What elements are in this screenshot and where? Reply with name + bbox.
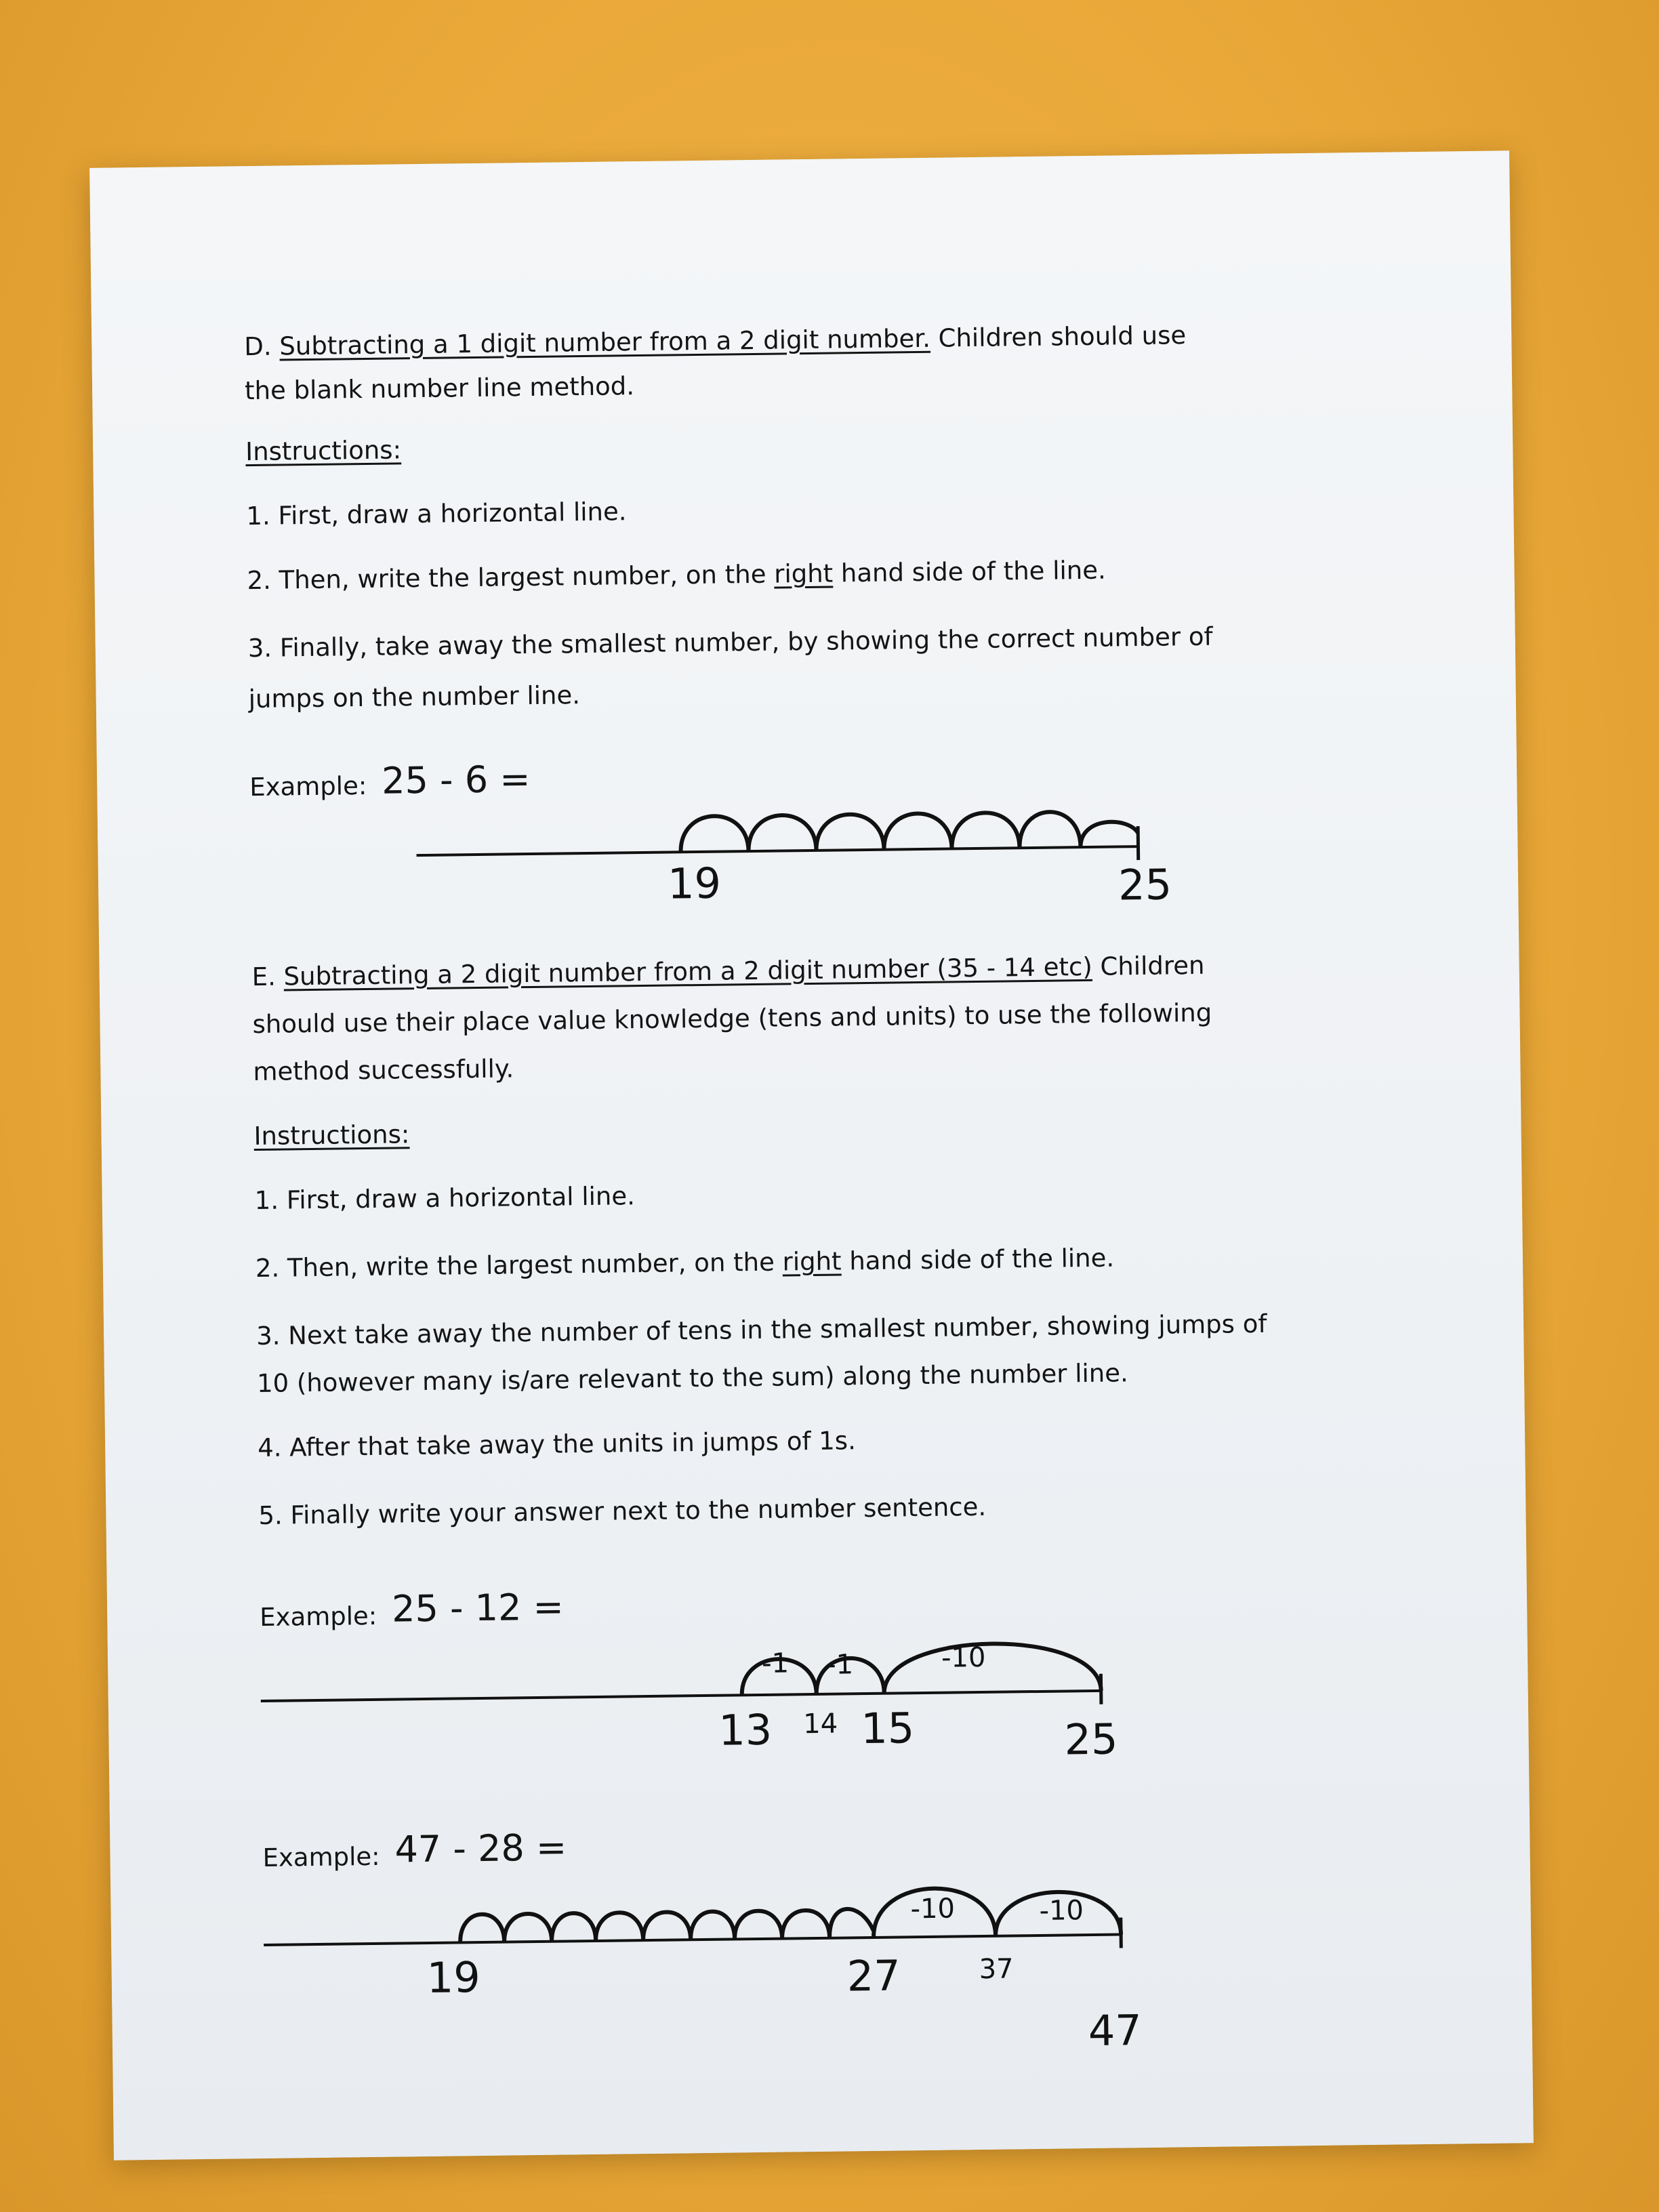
section-e-example1-jump-2: -1	[825, 1649, 854, 1681]
section-d-step-3-line1: 3. Finally, take away the smallest number, by showing the correct number of	[247, 621, 1213, 663]
section-e-intro-tail: Children	[1100, 950, 1205, 981]
section-d-heading: Subtracting a 1 digit number from a 2 digit number.	[279, 323, 931, 361]
section-d-example-label: Example:	[249, 771, 367, 802]
section-e-intro-line3: method successfully.	[253, 1054, 514, 1087]
section-e-step-2-post: hand side of the line.	[841, 1243, 1115, 1276]
section-e-heading: Subtracting a 2 digit number from a 2 digit number (35 - 14 etc)	[283, 951, 1092, 991]
section-d-step-2-pre: 2. Then, write the largest number, on the	[247, 559, 775, 596]
section-e-step-3-line2: 10 (however many is/are relevant to the sum) along the number line.	[256, 1358, 1129, 1399]
section-d-intro-line2: the blank number line method.	[244, 371, 635, 406]
section-e-example1-number-14: 14	[802, 1708, 838, 1740]
section-e-example1-number-25: 25	[1064, 1714, 1118, 1765]
section-e-example2-jump-2: -10	[1039, 1895, 1084, 1927]
section-e-example1-number-15: 15	[860, 1703, 915, 1754]
section-e-example2-number-37: 37	[979, 1953, 1014, 1986]
section-e-instructions-label: Instructions:	[253, 1120, 410, 1151]
section-d-line-right-number: 25	[1118, 859, 1172, 910]
section-e-intro-line2: should use their place value knowledge (tens and units) to use the following	[252, 998, 1212, 1040]
section-d-example-sum: 25 - 6 =	[381, 758, 531, 802]
section-e-step-5: 5. Finally write your answer next to the number sentence.	[258, 1492, 987, 1531]
section-e-example1-jump-3: -10	[941, 1641, 986, 1674]
section-e-step-1: 1. First, draw a horizontal line.	[254, 1181, 636, 1216]
section-e-example2-jump-1: -10	[910, 1893, 956, 1925]
section-e-step-2-pre: 2. Then, write the largest number, on the	[255, 1247, 783, 1284]
section-d-step-1: 1. First, draw a horizontal line.	[246, 497, 627, 531]
section-e-example2-number-line	[89, 150, 1534, 2160]
section-e-example1-label: Example:	[260, 1601, 377, 1632]
section-e-example2-number-27: 27	[846, 1950, 901, 2001]
section-e-step-4: 4. After that take away the units in jumps of 1s.	[257, 1426, 857, 1463]
section-e-step-2-em: right	[782, 1246, 842, 1277]
section-e-example2-label: Example:	[262, 1841, 380, 1872]
section-d-step-2-em: right	[773, 558, 834, 589]
section-e-step-3-line1: 3. Next take away the number of tens in the smallest number, showing jumps of	[255, 1309, 1267, 1351]
section-d-step-3-line2: jumps on the number line.	[248, 680, 581, 714]
section-e-example2-sum: 47 - 28 =	[394, 1826, 567, 1871]
section-d-line-left-number: 19	[667, 858, 722, 909]
section-e-example2-number-19: 19	[426, 1952, 481, 2003]
section-d-letter: D.	[244, 331, 272, 362]
worksheet-page	[89, 150, 1534, 2160]
section-e-letter: E.	[251, 962, 276, 992]
section-e-example1-number-13: 13	[718, 1704, 773, 1755]
section-d-intro-tail: Children should use	[938, 321, 1187, 353]
section-e-example1-jump-1: -1	[761, 1647, 790, 1679]
section-d-step-2-post: hand side of the line.	[832, 555, 1106, 588]
section-e-example2-number-47: 47	[1088, 2005, 1143, 2056]
section-d-instructions-label: Instructions:	[245, 435, 402, 467]
section-e-example1-sum: 25 - 12 =	[391, 1585, 565, 1631]
